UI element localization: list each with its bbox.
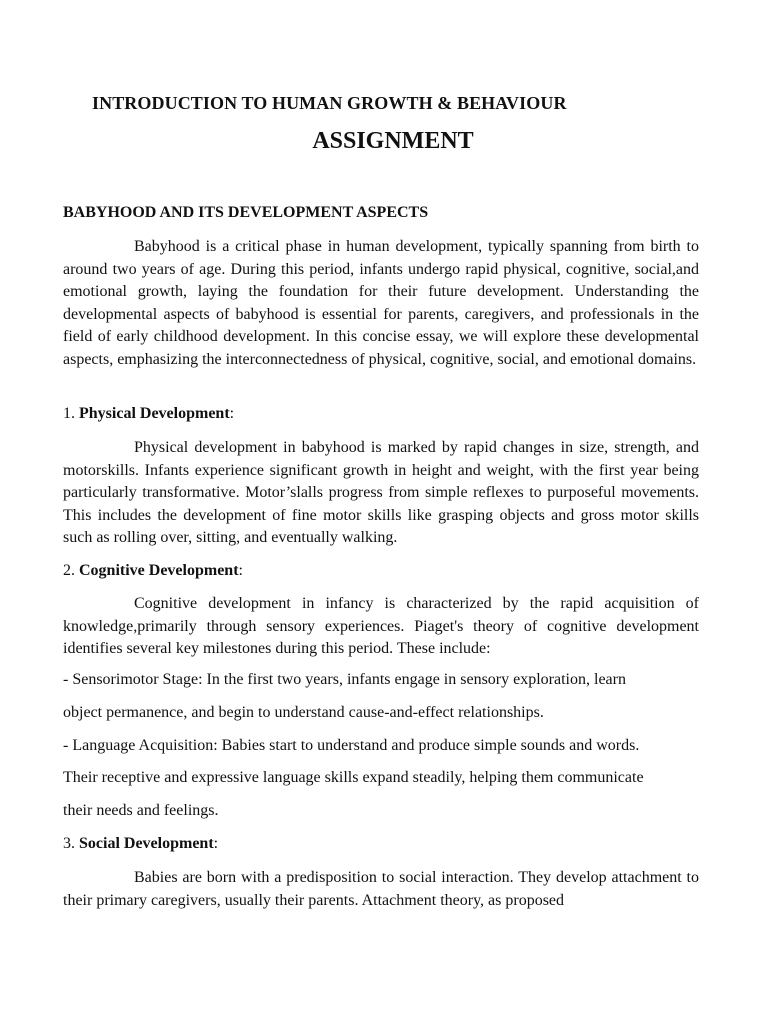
heading-physical-development (63, 405, 699, 423)
list-line: Their receptive and expressive language skills expand steadily, helping them communicate (63, 769, 644, 786)
course-header: INTRODUCTION TO HUMAN GROWTH & BEHAVIOUR (92, 93, 567, 113)
intro-paragraph: Babyhood is a critical phase in human development, typically spanning from birth to around two years of age. During this period, infants undergo rapid physical, cognitive, social,and emotional growth, laying the foundation for their future development. Understanding the developmental aspects of babyhood is essential for parents, caregivers, and professionals in the field of early childhood development. In this concise essay, we will explore these developmental aspects, emphasizing the interconnectedness of physical, cognitive, social, and emotional domains. (63, 238, 699, 368)
heading-title: Cognitive Development (79, 562, 239, 579)
heading-number: 1. (63, 405, 79, 422)
list-line: - Language Acquisition: Babies start to understand and produce simple sounds and words. (63, 737, 640, 754)
section-heading: BABYHOOD AND ITS DEVELOPMENT ASPECTS (63, 204, 429, 221)
heading-number: 2. (63, 562, 79, 579)
heading-suffix: : (238, 562, 243, 579)
physical-development-paragraph: Physical development in babyhood is marked by rapid changes in size, strength, and motorskills. Infants experience significant growth in height and weight, with the first year being particularly transformative. Motor’slalls progress from simple reflexes to purposeful movements. This includes the development of fine motor skills like grasping objects and gross motor skills such as rolling over, sitting, and eventually walking. (63, 439, 699, 547)
assignment-title: ASSIGNMENT (312, 128, 474, 154)
list-line: object permanence, and begin to understand cause-and-effect relationships. (63, 704, 544, 721)
social-development-paragraph: Babies are born with a predisposition to social interaction. They develop attachment to their primary caregivers, usually their parents. Attachment theory, as proposed (63, 869, 699, 909)
heading-number: 3. (63, 835, 79, 852)
cognitive-development-paragraph: Cognitive development in infancy is characterized by the rapid acquisition of knowledge,primarily through sensory experiences. Piaget's theory of cognitive development identifies several key milestones during this period. These include: (63, 595, 699, 658)
heading-suffix: : (229, 405, 235, 422)
heading-title: Physical Development (79, 405, 230, 422)
heading-suffix: : (213, 835, 219, 852)
list-line: their needs and feelings. (63, 802, 219, 819)
heading-title: Social Development (79, 835, 214, 852)
heading-social-development (63, 835, 699, 853)
heading-cognitive-development (63, 562, 699, 580)
list-line: - Sensorimotor Stage: In the first two years, infants engage in sensory exploration, learn (63, 671, 626, 688)
